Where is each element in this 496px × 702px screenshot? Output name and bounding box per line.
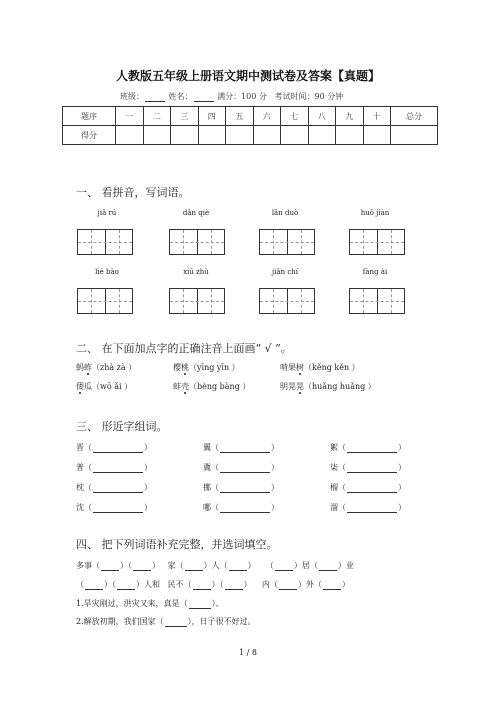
dotted-char: 树 — [296, 363, 304, 372]
section-3-title: 三、 形近字组词。 — [76, 420, 168, 433]
dotted-char: 倭 — [76, 382, 84, 391]
word-part: 蚌 — [173, 382, 181, 391]
pinyin-choice[interactable] — [76, 362, 136, 373]
dotted-char: 晃 — [296, 382, 304, 391]
idiom-blank[interactable] — [279, 580, 297, 590]
score-table — [62, 106, 438, 145]
base-character: 絮 — [330, 443, 338, 452]
pinyin-choice[interactable] — [173, 381, 250, 392]
score-cell[interactable] — [281, 126, 309, 145]
idiom-blank[interactable] — [185, 561, 203, 571]
idiom-blank[interactable] — [319, 561, 337, 571]
word-blank[interactable] — [93, 463, 143, 473]
idiom-blank[interactable] — [323, 580, 341, 590]
answer-blank[interactable] — [189, 599, 211, 609]
idiom-text: 居 — [301, 561, 310, 570]
class-label: 班级： — [120, 92, 144, 101]
writing-grid[interactable] — [349, 288, 405, 314]
idiom-text: 家 — [167, 561, 176, 570]
base-character: 溜 — [330, 503, 338, 512]
score-cell[interactable] — [226, 126, 254, 145]
word-group-item: 沈（ ） — [76, 503, 152, 512]
pinyin-choice[interactable] — [76, 381, 132, 392]
word-blank[interactable] — [220, 503, 270, 513]
score-header-cell: 总分 — [391, 107, 438, 126]
writing-grid[interactable] — [77, 288, 133, 314]
section-2-title: 二、 在下面加点字的正确注音上面画“ √ ”。 — [76, 342, 292, 355]
word-group-item: 翼（ ） — [203, 443, 279, 452]
full-score-label: 满分：100 分 — [217, 92, 267, 101]
dotted-char: 桃 — [181, 363, 189, 372]
choice-options: （kěng kěn ） — [304, 363, 360, 372]
pinyin-label: liè bào — [95, 268, 119, 276]
choice-options: （bèng bàng ） — [189, 382, 251, 391]
score-header-cell: 五 — [226, 107, 254, 126]
base-character: 枕 — [76, 483, 84, 492]
score-cell[interactable] — [363, 126, 391, 145]
question-text: 1.旱灾刚过，洪灾又来，真是（ — [76, 599, 188, 608]
pinyin-label: xiū zhù — [183, 268, 209, 276]
idiom-blank[interactable] — [275, 561, 293, 571]
base-character: 晋 — [76, 443, 84, 452]
score-header-row — [63, 107, 438, 126]
score-row — [63, 126, 438, 145]
writing-grid[interactable] — [169, 229, 225, 255]
idiom-blank[interactable] — [193, 580, 211, 590]
dotted-char: 壳 — [181, 382, 189, 391]
idiom-text: 民不 — [167, 580, 184, 589]
score-cell[interactable] — [171, 126, 199, 145]
score-header-cell: 一 — [116, 107, 144, 126]
word-blank[interactable] — [220, 463, 270, 473]
choice-options: （huǎng huǎng ） — [304, 382, 376, 391]
word-blank[interactable] — [347, 463, 397, 473]
fill-question-2 — [76, 616, 256, 627]
idiom-blank[interactable] — [117, 580, 135, 590]
word-blank[interactable] — [347, 443, 397, 453]
base-character: 柒 — [330, 463, 338, 472]
word-blank[interactable] — [93, 503, 143, 513]
pinyin-label: jiǎ rú — [97, 209, 117, 217]
choice-options: （zhà zà ） — [92, 363, 137, 372]
idiom-blank[interactable] — [101, 561, 119, 571]
base-character: 冀 — [203, 463, 211, 472]
base-character: 普 — [76, 463, 84, 472]
idiom-blank[interactable] — [225, 580, 243, 590]
page-title: 人教版五年级上册语文期中测试卷及答案【真题】 — [115, 69, 380, 83]
pinyin-choice[interactable] — [173, 362, 240, 373]
pinyin-choice[interactable] — [280, 381, 376, 392]
word-part: 啃果 — [280, 363, 296, 372]
class-blank[interactable] — [145, 93, 165, 102]
score-cell[interactable] — [336, 126, 364, 145]
word-group-item: 柒（ ） — [330, 463, 406, 472]
word-group-item: 冀（ ） — [203, 463, 279, 472]
score-cell[interactable] — [198, 126, 226, 145]
question-text: ）。 — [211, 599, 224, 608]
choice-options: （yīng yīn ） — [189, 363, 240, 372]
exam-info — [120, 91, 343, 102]
score-cell[interactable] — [143, 126, 171, 145]
word-group-item: 挪（ ） — [203, 483, 279, 492]
score-header-cell: 九 — [336, 107, 364, 126]
idiom-text: 人和 — [144, 580, 160, 589]
idiom-text: 内 — [261, 580, 270, 589]
score-header-cell: 三 — [171, 107, 199, 126]
name-label: 姓名： — [168, 92, 193, 101]
pinyin-label: dǎn qiè — [182, 209, 210, 217]
idiom-blank[interactable] — [85, 580, 103, 590]
word-group-item: 哪（ ） — [203, 503, 279, 512]
word-group-item: 絮（ ） — [330, 443, 406, 452]
idiom-text: 业 — [345, 561, 354, 570]
fill-question-1 — [76, 598, 224, 609]
score-cell[interactable] — [391, 126, 438, 145]
question-text: 2.解放初期，我们国家（ — [76, 617, 164, 626]
dotted-char: 蚱 — [84, 363, 92, 372]
page-number: 1 / 8 — [239, 648, 257, 657]
word-blank[interactable] — [93, 483, 143, 493]
section-4-title: 四、 把下列词语补充完整，并选词填空。 — [76, 538, 278, 551]
question-text: ），日子很不好过。 — [187, 617, 256, 626]
idiom-text: 外 — [305, 580, 314, 589]
score-header-cell: 六 — [253, 107, 281, 126]
word-group-item: 溜（ ） — [330, 503, 406, 512]
word-blank[interactable] — [347, 483, 397, 493]
word-blank[interactable] — [220, 483, 270, 493]
score-row-label: 得分 — [63, 126, 116, 145]
word-group-item: 榴（ ） — [330, 483, 406, 492]
idiom-blank[interactable] — [133, 561, 151, 571]
writing-grid[interactable] — [169, 288, 225, 314]
writing-grid[interactable] — [349, 229, 405, 255]
name-blank[interactable] — [194, 93, 214, 102]
score-header-cell: 四 — [198, 107, 226, 126]
pinyin-label: lǎn duò — [271, 209, 299, 217]
score-header-cell: 题序 — [63, 107, 116, 126]
answer-blank[interactable] — [165, 617, 187, 627]
pinyin-label: fàng ài — [362, 268, 388, 276]
score-cell[interactable] — [116, 126, 144, 145]
writing-grid[interactable] — [77, 229, 133, 255]
score-header-cell: 十 — [363, 107, 391, 126]
idiom-row-2: （ ）（ ）人和 民不（ ）（ ） 内（ ）外（ ） — [76, 580, 350, 589]
idiom-text: 多事 — [76, 561, 92, 570]
word-group-item: 晋（ ） — [76, 443, 152, 452]
section-1-title: 一、 看拼音，写词语。 — [76, 186, 190, 199]
base-character: 哪 — [203, 503, 211, 512]
base-character: 榴 — [330, 483, 338, 492]
score-cell[interactable] — [253, 126, 281, 145]
base-character: 翼 — [203, 443, 211, 452]
writing-grid[interactable] — [259, 229, 315, 255]
base-character: 沈 — [76, 503, 84, 512]
score-header-cell: 七 — [281, 107, 309, 126]
word-blank[interactable] — [93, 443, 143, 453]
word-blank[interactable] — [347, 503, 397, 513]
time-label: 考试时间：90 分钟 — [274, 92, 344, 101]
writing-grid[interactable] — [259, 288, 315, 314]
word-group-item: 枕（ ） — [76, 483, 152, 492]
word-part: 明晃 — [280, 382, 296, 391]
choice-options: 瓜（wō ǎi ） — [84, 382, 133, 391]
word-group-item: 普（ ） — [76, 463, 152, 472]
score-header-cell: 八 — [308, 107, 336, 126]
score-header-cell: 二 — [143, 107, 171, 126]
idiom-row-1: 多事（ ）（ ） 家（ ）人（ ） （ ）居（ ）业 — [76, 561, 354, 570]
base-character: 挪 — [203, 483, 211, 492]
word-part: 蚂 — [76, 363, 84, 372]
pinyin-label: jiān chí — [272, 268, 298, 276]
pinyin-label: huǒ jiàn — [360, 209, 390, 217]
score-cell[interactable] — [308, 126, 336, 145]
pinyin-choice[interactable] — [280, 362, 360, 373]
word-part: 樱 — [173, 363, 181, 372]
idiom-blank[interactable] — [229, 561, 247, 571]
word-blank[interactable] — [220, 443, 270, 453]
idiom-text: 人 — [211, 561, 220, 570]
